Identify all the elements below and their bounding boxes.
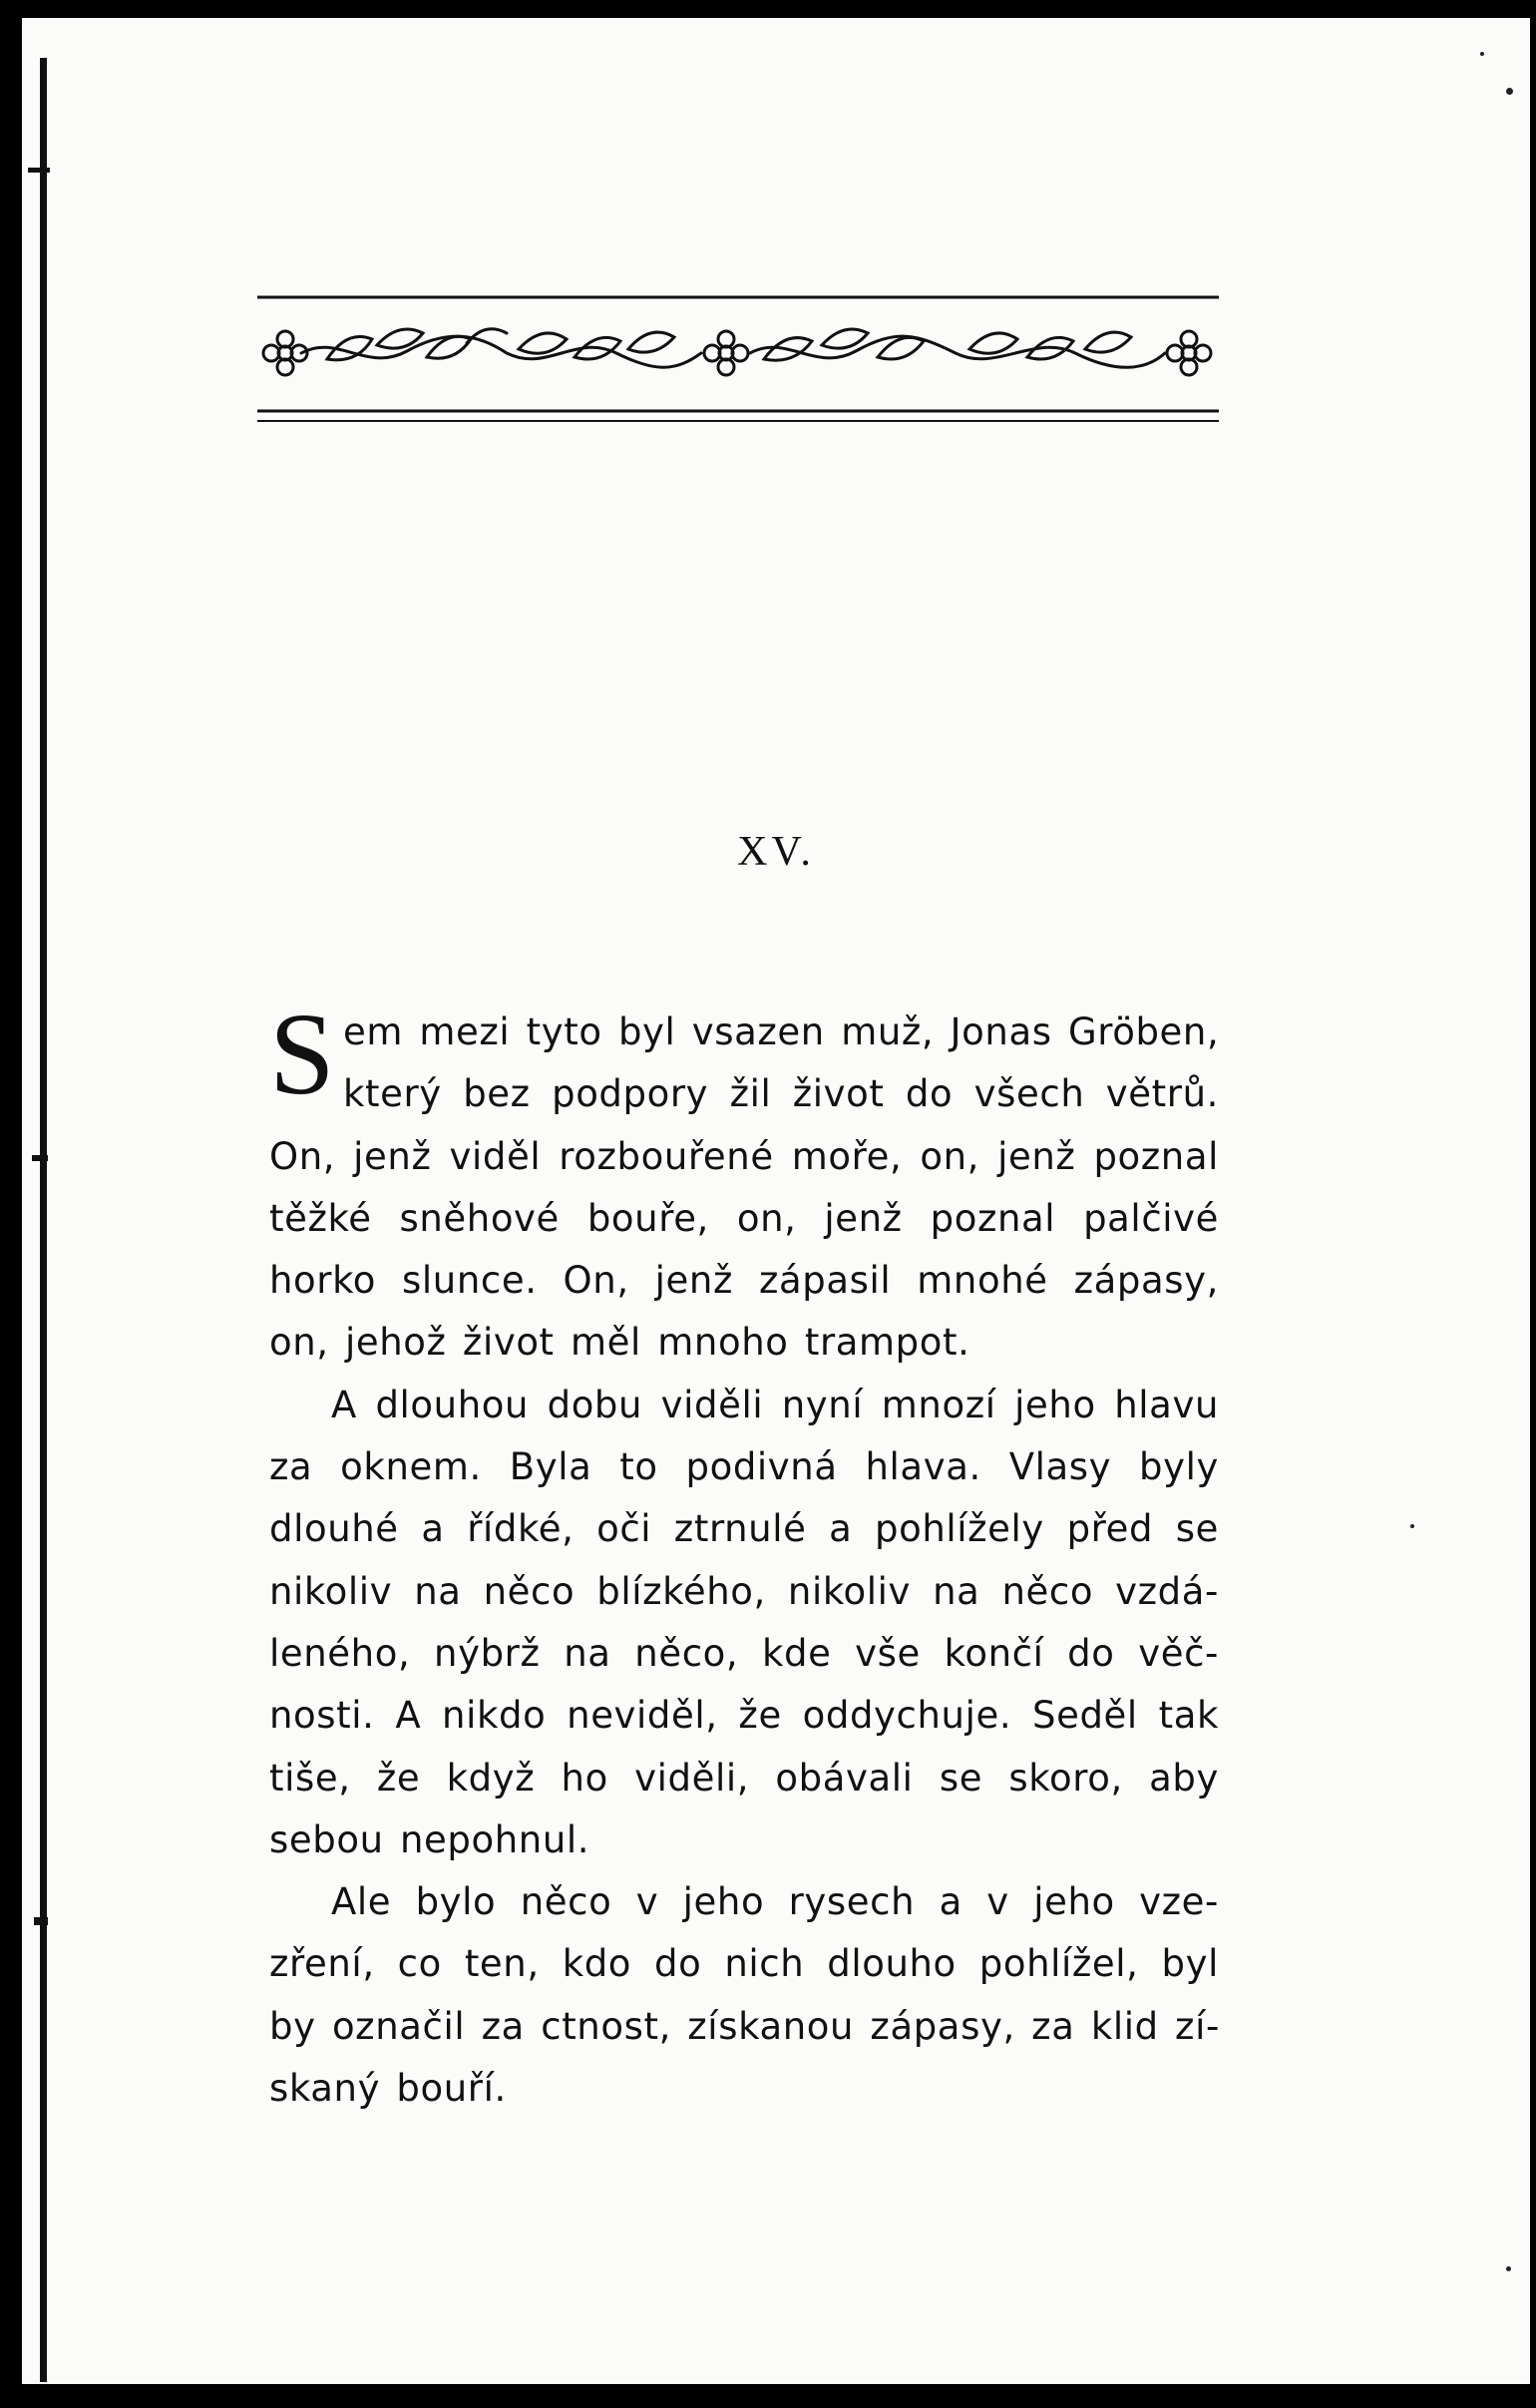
text-line: em mezi tyto byl vsazen muž, Jonas Gröben, bbox=[343, 1010, 1220, 1053]
body-text bbox=[269, 989, 1220, 2120]
scan-speck bbox=[1480, 52, 1484, 56]
chapter-number: XV. bbox=[737, 829, 815, 875]
text-line: těžké sněhové bouře, on, jenž poznal palčivé bbox=[269, 1196, 1219, 1240]
text-line: on, jehož život měl mnoho trampot. bbox=[269, 1321, 970, 1365]
text-line: nikoliv na něco blízkého, nikoliv na něco vzdá- bbox=[269, 1569, 1219, 1613]
text-line: skaný bouří. bbox=[269, 2067, 507, 2111]
text-line: by označil za ctnost, získanou zápasy, za klid zí- bbox=[269, 2004, 1220, 2048]
text-line: horko slunce. On, jenž zápasil mnohé zápasy, bbox=[269, 1259, 1219, 1303]
drop-cap: S bbox=[269, 989, 336, 1119]
scan-speck bbox=[1410, 1524, 1414, 1528]
text-line: zření, co ten, kdo do nich dlouho pohlížel, byl bbox=[269, 1942, 1219, 1986]
text-line: leného, nýbrž na něco, kde vše končí do věč- bbox=[269, 1631, 1219, 1675]
floral-vine-border-icon bbox=[257, 293, 1219, 429]
text-line: A dlouhou dobu viděli nyní mnozí jeho hlavu bbox=[331, 1383, 1219, 1426]
binding-mark bbox=[34, 1917, 48, 1925]
text-line: nosti. A nikdo neviděl, že oddychuje. Seděl tak bbox=[269, 1694, 1219, 1738]
scan-speck bbox=[1506, 88, 1513, 95]
text-line: za oknem. Byla to podivná hlava. Vlasy byly bbox=[269, 1445, 1219, 1489]
text-line: Ale bylo něco v jeho rysech a v jeho vze- bbox=[331, 1880, 1219, 1924]
text-line: dlouhé a řídké, oči ztrnulé a pohlížely před se bbox=[269, 1507, 1219, 1551]
text-line: On, jenž viděl rozbouřené moře, on, jenž poznal bbox=[269, 1134, 1219, 1178]
binding-mark bbox=[32, 1155, 48, 1161]
text-line: který bez podpory žil život do všech větrů. bbox=[343, 1072, 1219, 1116]
scan-speck bbox=[1506, 2266, 1511, 2271]
binding-mark bbox=[28, 168, 50, 173]
text-line: tiše, že když ho viděli, obávali se skoro, aby bbox=[269, 1756, 1219, 1800]
text-line: sebou nepohnul. bbox=[269, 1817, 590, 1861]
binding-edge bbox=[40, 58, 47, 2382]
book-page bbox=[22, 18, 1530, 2384]
